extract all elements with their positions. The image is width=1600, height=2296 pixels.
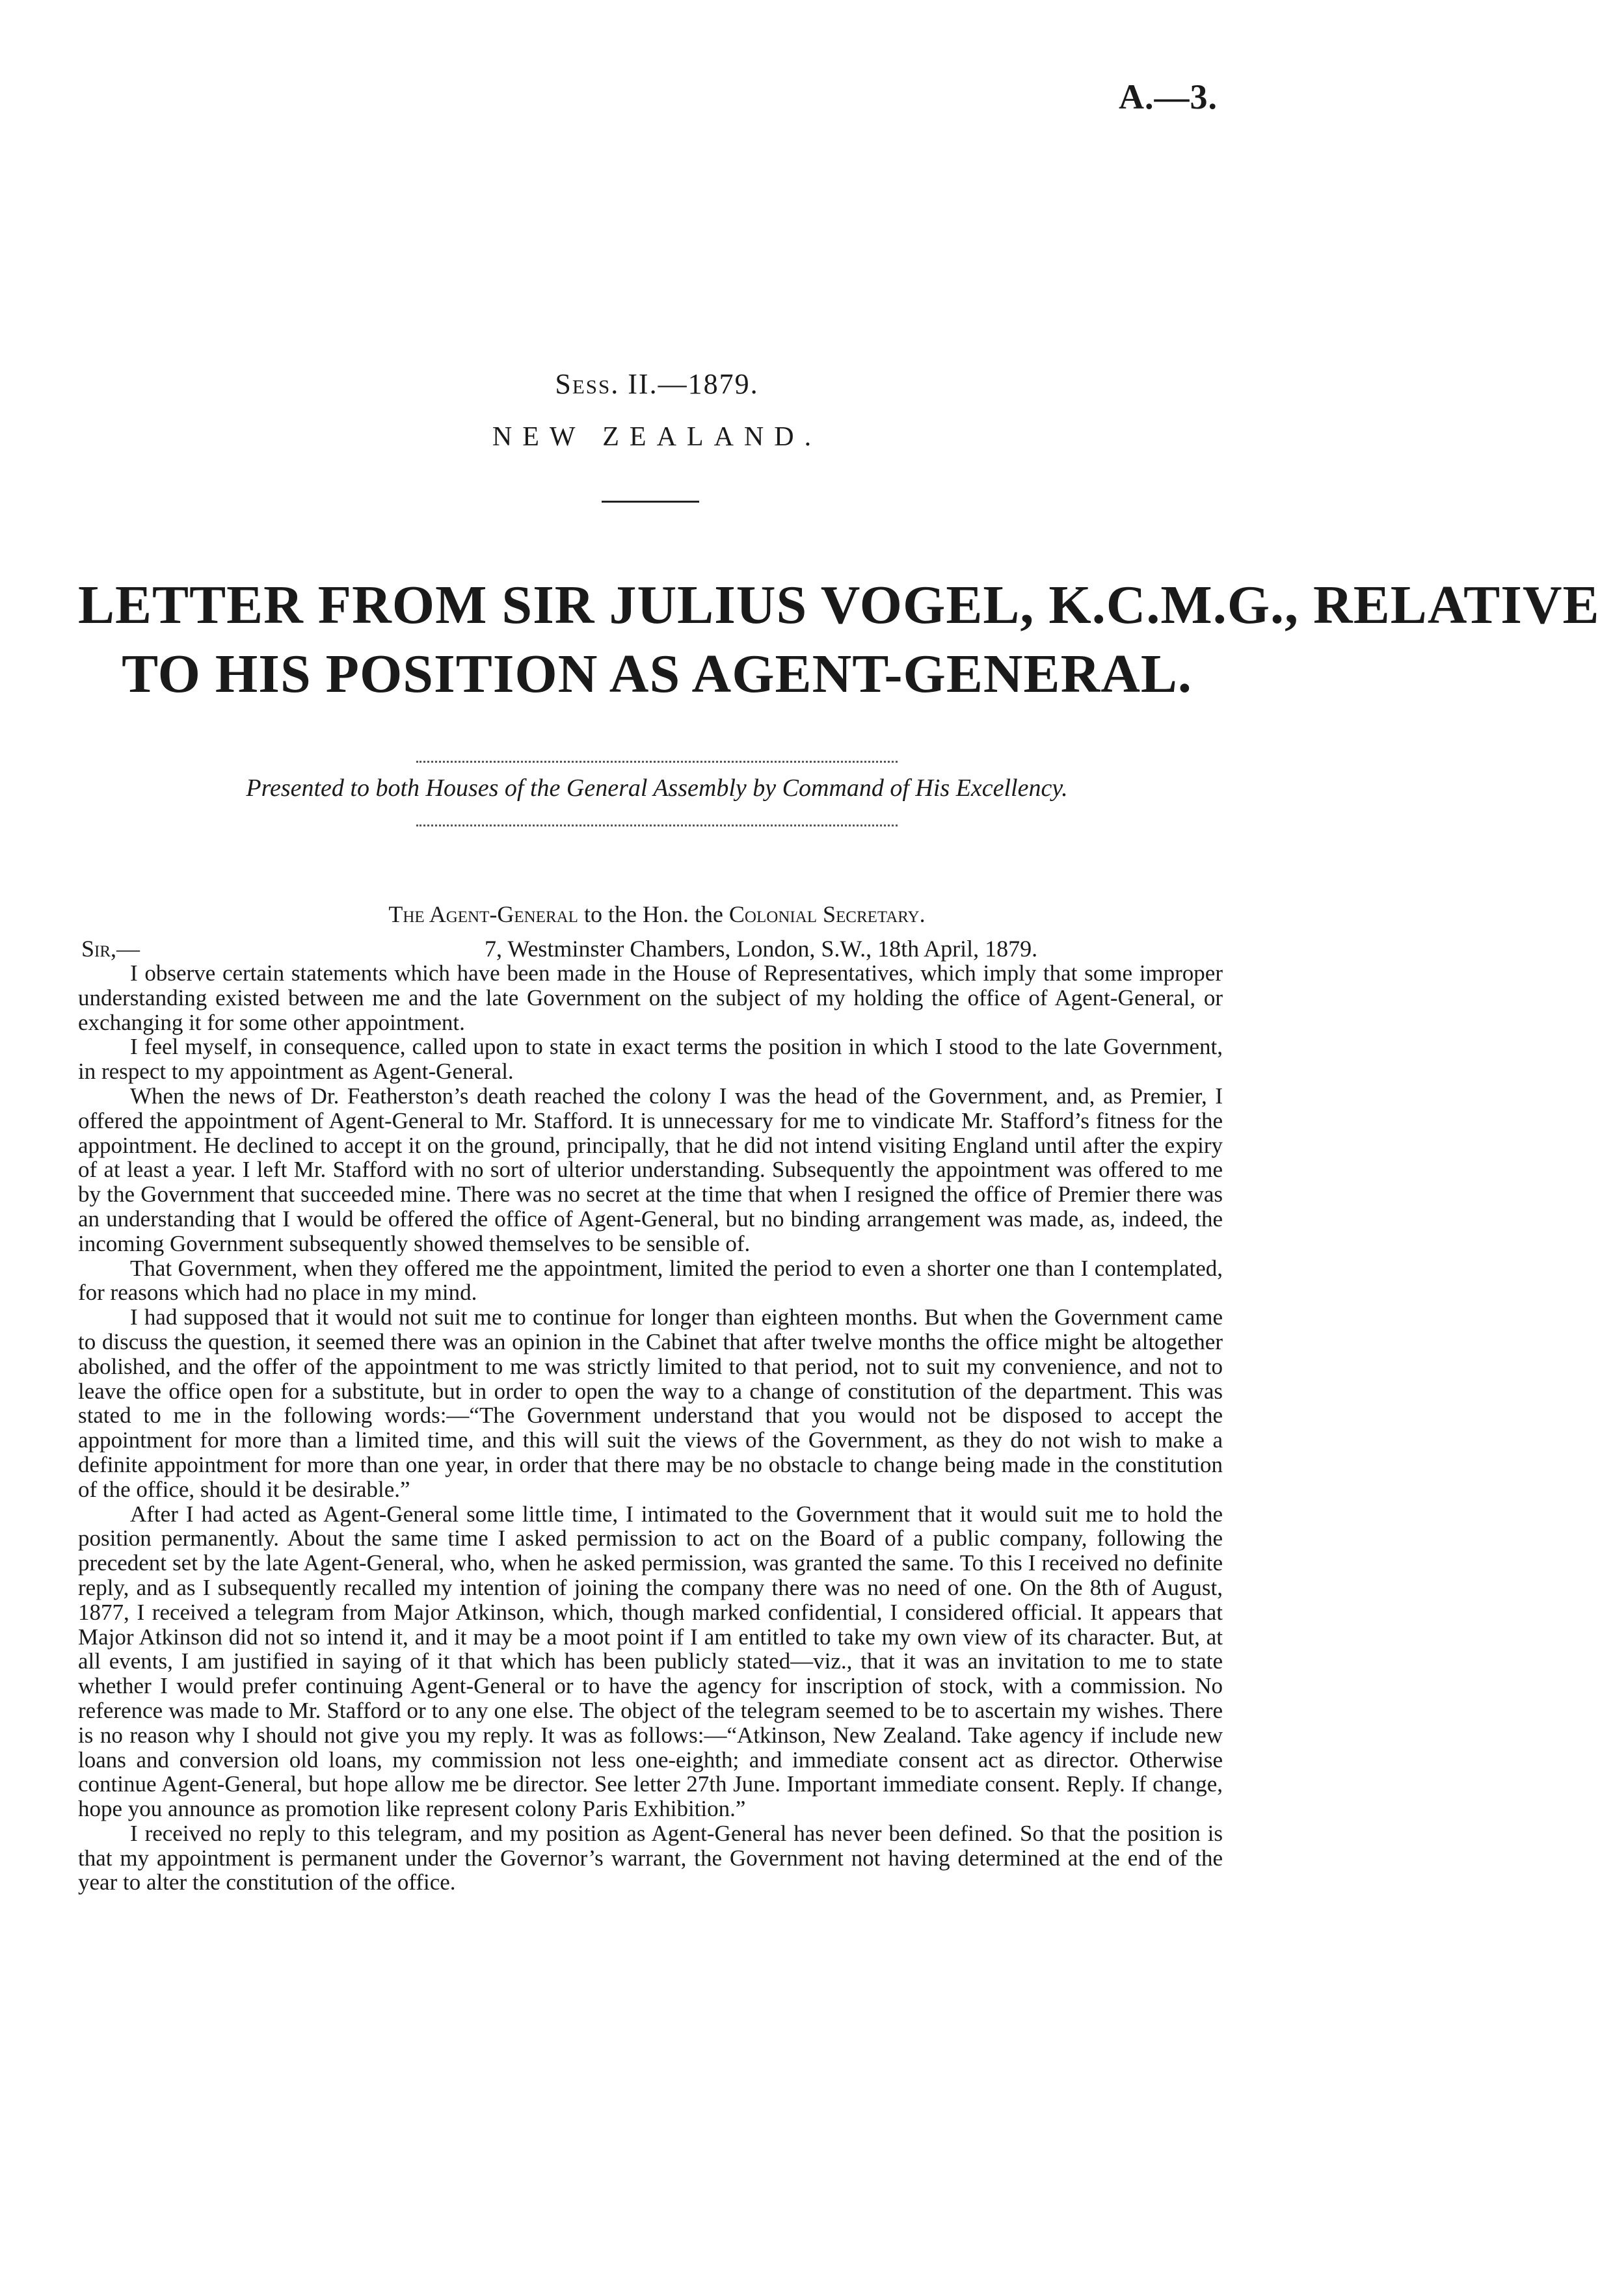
paragraph: When the news of Dr. Featherston’s death reached the colony I was the head of the Government, and, as Premier, I offered the appointment of Agent-General to Mr. Stafford. It is unnecessary for me to vindicate Mr. Stafford’s fitness for the appointment. He declined to accept it on the ground, principally, that he did not intend visiting England until after the expiry of at least a year. I left Mr. Stafford with no sort of ulterior understanding. Subsequently the appointment was offered to me by the Government that succeeded mine. There was no secret at the time that when I resigned the office of Premier there was an understanding that I would be offered the office of Agent-General, but no binding arrangement was made, as, indeed, the incoming Government subsequently showed themselves to be sensible of. [78,1083,1223,1256]
presented-line: Presented to both Houses of the General Assembly by Command of His Excellency. [246,774,1068,802]
country-line: NEW ZEALAND. [492,422,822,452]
title-line-2: TO HIS POSITION AS AGENT-GENERAL. [122,644,1192,704]
page-reference: A.—3. [1119,77,1218,116]
letter-heading-from: The Agent-General [388,901,578,927]
letter-body [78,961,1223,1895]
paragraph: After I had acted as Agent-General some little time, I intimated to the Government that it would suit me to hold the position permanently. About the same time I asked permission to act on the Board of a public company, following the precedent set by the late Agent-General, who, when he asked permission, was granted the same. To this I received no definite reply, and as I subsequently recalled my intention of joining the company there was no need of one. On the 8th of August, 1877, I received a telegram from Major Atkinson, which, though marked confidential, I considered official. It appears that Major Atkinson did not so intend it, and it may be a moot point if I am entitled to take my own view of its character. But, at all events, I am justified in saying of it that which has been publicly stated—viz., that it was an invitation to me to state whether I would prefer continuing Agent-General or to have the agency for inscription of stock, with a commission. No reference was made to Mr. Stafford or to any one else. The object of the telegram seemed to be to ascertain my wishes. There is no reason why I should not give you my reply. It was as follows:—“Atkinson, New Zealand. Take agency if include new loans and conversion old loans, my commission not less one-eighth; and immediate consent act as director. Otherwise continue Agent-General, but hope allow me be director. See letter 27th June. Important immediate consent. Reply. If change, hope you announce as promotion like represent colony Paris Exhibition.” [78,1501,1223,1822]
title-divider [602,501,699,503]
document-title [78,571,1600,709]
dateline: 7, Westminster Chambers, London, S.W., 18th April, 1879. [485,936,1038,962]
paragraph: I observe certain statements which have been made in the House of Representatives, which imply that some improper understanding existed between me and the late Government on the subject of my holding the office of Agent-General, or exchanging it for some other appointment. [78,960,1223,1035]
letter-heading [0,901,1314,928]
dotted-rule-bottom [416,825,898,826]
letter-heading-to: Colonial Secretary. [728,901,926,927]
session-line: Sess. II.—1879. [555,368,759,400]
letter-heading-middle: to the Hon. the [583,901,723,927]
paragraph: I received no reply to this telegram, and my position as Agent-General has never been defined. So that the position is that my appointment is permanent under the Governor’s warrant, the Government not having determined at the end of the year to alter the constitution of the office. [78,1820,1223,1895]
paragraph: I feel myself, in consequence, called upon to state in exact terms the position in which I stood to the late Government, in respect to my appointment as Agent-General. [78,1034,1223,1085]
dotted-rule-top [416,761,898,763]
title-line-1: LETTER FROM SIR JULIUS VOGEL, K.C.M.G., RELATIVE [78,575,1600,635]
salutation: Sir,— [81,936,140,962]
paragraph: I had supposed that it would not suit me to continue for longer than eighteen months. But when the Government came to discuss the question, it seemed there was an opinion in the Cabinet that after twelve months the office might be altogether abolished, and the offer of the appointment to me was strictly limited to that period, not to suit my convenience, and not to leave the office open for a substitute, but in order to open the way to a change of constitution of the department. This was stated to me in the following words:—“The Government understand that you would not be disposed to accept the appointment for more than a limited time, and this will suit the views of the Government, as they do not wish to make a definite appointment for more than one year, in order that there may be no obstacle to change being made in the constitution of the office, should it be desirable.” [78,1304,1223,1502]
paragraph: That Government, when they offered me the appointment, limited the period to even a shorter one than I contemplated, for reasons which had no place in my mind. [78,1255,1223,1306]
